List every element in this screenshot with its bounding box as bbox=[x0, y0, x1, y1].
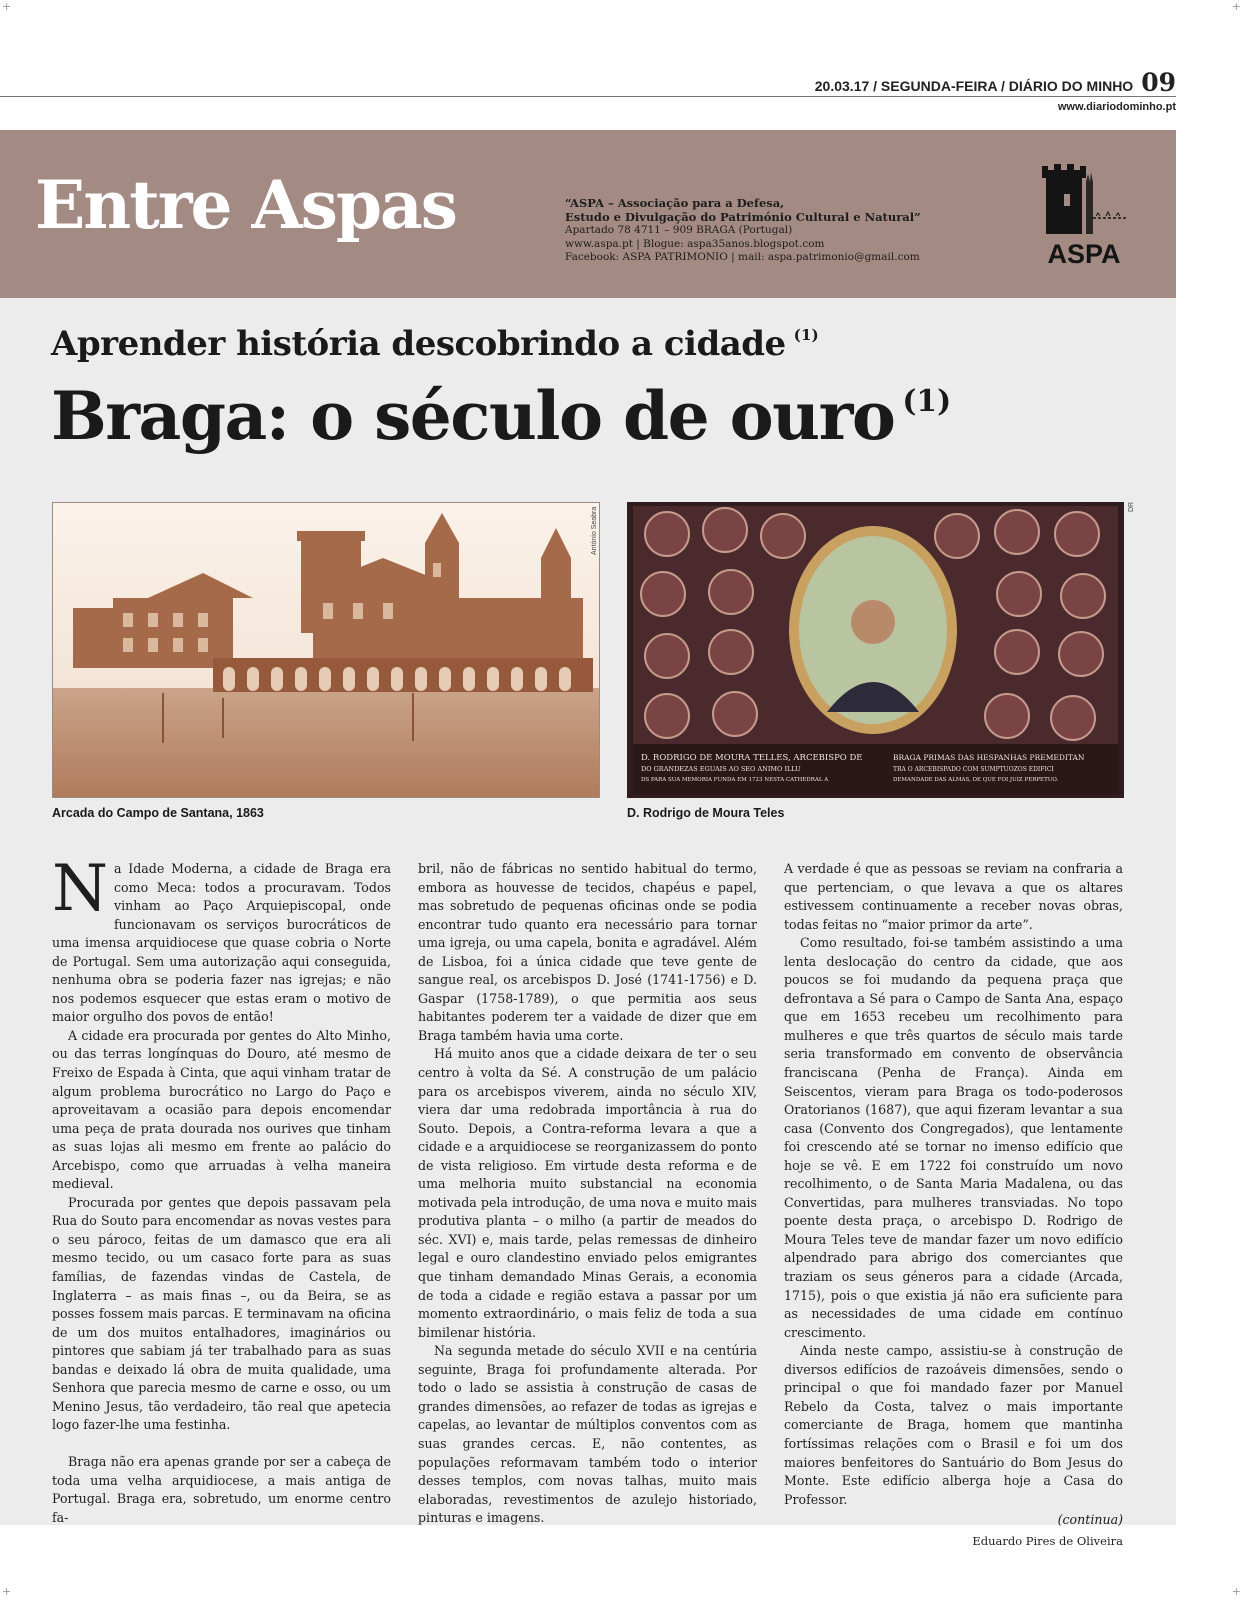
inscription-right-1: BRAGA PRIMAS DAS HESPANHAS PREMEDITAN bbox=[893, 753, 1085, 762]
article-column-2 bbox=[418, 860, 757, 1528]
org-name-line1: “ASPA – Associação para a Defesa, bbox=[565, 196, 785, 210]
continued-note: (continua) bbox=[1057, 1512, 1123, 1528]
crop-mark: + bbox=[2, 0, 12, 13]
author-byline: Eduardo Pires de Oliveira bbox=[972, 1533, 1123, 1548]
paragraph: A cidade era procurada por gentes do Alto Minho, ou das terras longínquas do Douro, até mesmo de Freixo de Espada à Cinta, que aqui vinham tratar de algum problema burocrático no Largo do Paço e aproveitavam a ocasião para depois encomendar uma peça de prata dourada nos ourives que tinham as suas lojas ali mesmo em frente ao palácio do Arcebispo, como que arruadas à velha maneira medieval. bbox=[52, 1027, 391, 1192]
org-web[interactable]: www.aspa.pt | Blogue: aspa35anos.blogspot.com bbox=[565, 237, 825, 250]
site-url[interactable]: www.diariodominho.pt bbox=[1057, 101, 1176, 113]
article-column-3 bbox=[784, 860, 1123, 1550]
org-name-line2: Estudo e Divulgação do Património Cultural e Natural” bbox=[565, 209, 921, 224]
paragraph-text: a Idade Moderna, a cidade de Braga era como Meca: todos a procuravam. Todos vinham ao Paço Arquiepiscopal, onde funcionavam os serviços burocráticos de uma imensa arquidiocese que quase cobria o Norte de Portugal. Sem uma autorização aqui conseguida, nenhuma obra se poderia fazer nas igrejas; e não nos podemos esquecer que estas eram o motivo de maior orgulho dos povos de então! bbox=[52, 861, 391, 1025]
paragraph: Procurada por gentes que depois passavam pela Rua do Souto para encomendar as novas vestes para o seu pároco, feitas de um damasco que era ali mesmo tecido, ou um casaco forte para as suas famílias, de fazendas vindas de Castela, de Inglaterra – as mais finas –, ou da Beira, se as posses fossem mais parcas. E terminavam na oficina de um dos muitos entalhadores, imaginários ou pintores que sabiam já ter trabalhado para as suas bandas e deixado lá obra de muita qualidade, uma Senhora que parecia mesmo de carne e osso, ou um Menino Jesus, tão verdadeiro, tão real que apetecia logo fazer-lhe uma festinha. bbox=[52, 1194, 391, 1433]
paragraph: Na segunda metade do século XVII e na centúria seguinte, Braga foi profundamente alterada. Por todo o lado se assistia à construção de casas de grandes dimensões, ao refazer de todas as igrejas e capelas, ao levantar de múltiplos conventos com as suas grandes cercas. E, não contentes, as populações reformavam também todo o interior desses templos, com novas talhas, muito mais elaboradas, revestimentos de azulejo historiado, pinturas e imagens. bbox=[418, 1343, 757, 1526]
paragraph bbox=[52, 852, 391, 1027]
headline-footnote-ref: (1) bbox=[902, 383, 952, 419]
kicker bbox=[51, 324, 819, 364]
crop-mark: + bbox=[2, 1585, 12, 1598]
kicker-footnote-ref: (1) bbox=[793, 326, 819, 345]
org-info bbox=[565, 197, 921, 265]
headline-text: Braga: o século de ouro bbox=[51, 377, 895, 455]
inscription-left-3: DS PARA SUA MEMORIA FUNDA EM 1723 NESTA CATHEDRAL A bbox=[641, 777, 829, 783]
paragraph: Como resultado, foi-se também assistindo a uma lenta deslocação do centro da cidade, que aos poucos se foi mudando da pequena praça que defrontava a Sé para o Campo de Santa Ana, espaço que em 1653 recebeu um recolhimento para mulheres e que três quartos de século mais tarde seria transformado em convento de observância franciscana (Penha de França). Ainda em Seiscentos, vieram para Braga os todo-poderosos Oratorianos (1687), que aqui fizeram levantar a sua casa (Convento dos Congregados), que lentamente foi crescendo até se tornar no imenso edifício que hoje se vê. E em 1722 foi construído um novo recolhimento, o de Santa Maria Madalena, ou das Convertidas, para mulheres transviadas. No topo poente desta praça, o arcebispo D. Rodrigo de Moura Teles teve de mandar fazer um novo edifício alpendrado para abrigo dos comerciantes que traziam os seus géneros para a cidade (Arcada, 1715), pois o que existia já não era suficiente para as necessidades de uma cidade em contínuo crescimento. bbox=[784, 935, 1123, 1340]
paragraph: Braga não era apenas grande por ser a cabeça de toda uma velha arquidiocese, a mais antiga de Portugal. Braga era, sobretudo, um enorme centro fa- bbox=[52, 1453, 391, 1525]
date-line: 20.03.17 / SEGUNDA-FEIRA / DIÁRIO DO MINHO bbox=[814, 78, 1134, 94]
caption-right: D. Rodrigo de Moura Teles bbox=[627, 806, 785, 820]
caption-left: Arcada do Campo de Santana, 1863 bbox=[52, 806, 264, 820]
inscription-left-1: D. RODRIGO DE MOURA TELLES, ARCEBISPO DE bbox=[641, 753, 863, 763]
logo-wordmark: ASPA bbox=[1047, 239, 1121, 269]
photo-credit: DR bbox=[1128, 501, 1135, 512]
photo-painting-rodrigo-moura-teles bbox=[627, 502, 1124, 798]
photo-credit: António Seabra bbox=[591, 506, 598, 555]
paragraph: Ainda neste campo, assistiu-se à construção de diversos edifícios de razoáveis dimensões, sendo o principal o que foi mandado fazer por Manuel Rebelo da Costa, talvez o mais importante comerciante de Braga, homem que mantinha fortíssimas relações com o Brasil e foi um dos maiores benfeitores do Santuário do Bom Jesus do Monte. Este edifício alberga hoje a Casa do Professor. bbox=[784, 1343, 1123, 1507]
org-address: Apartado 78 4711 – 909 BRAGA (Portugal) bbox=[565, 224, 793, 236]
paragraph: A verdade é que as pessoas se reviam na confraria a que pertenciam, o que levava a que os altares estivessem continuamente a receber novas obras, todas feitas no “maior primor da arte”. bbox=[784, 861, 1123, 932]
paragraph: bril, não de fábricas no sentido habitual do termo, embora as houvesse de tecidos, chapéus e papel, mas sobretudo de pequenas oficinas onde se podia encontrar tudo quanto era necessário para tornar uma igreja, ou uma capela, bonita e agradável. Além de Lisboa, foi a única cidade que teve gente de sangue real, os arcebispos D. José (1741-1756) e D. Gaspar (1758-1789), o que permitia aos seus habitantes poderem ter a vaidade de dizer que em Braga também havia uma corte. bbox=[418, 861, 757, 1043]
crop-mark: + bbox=[1231, 1585, 1241, 1598]
paragraph: Há muito anos que a cidade deixara de ter o seu centro à volta da Sé. A construção de um palácio para os arcebispos viverem, ainda no século XIV, viera dar uma redobrada importância à rua do Souto. Depois, a Contra-reforma levara a que a cidade e a arquidiocese se reorganizassem do ponto de vista religioso. Em virtude desta reforma e de uma melhoria muito substancial na economia motivada pela introdução, de uma nova e muito mais produtiva planta – o milho (a partir de meados do séc. XVI) e, mais tarde, pelas remessas de dinheiro legal e ouro clandestino enviado pelos emigrantes que tinham demandado Minas Gerais, a economia de toda a cidade e região estava a passar por um momento extraordinário, o mais feliz de toda a sua bimilenar história. bbox=[418, 1046, 757, 1340]
page-number: 09 bbox=[1141, 68, 1176, 97]
painting-illustration bbox=[627, 502, 1124, 798]
org-contacts[interactable]: Facebook: ASPA PATRIMONIO | mail: aspa.patrimonio@gmail.com bbox=[565, 251, 920, 263]
sepia-photo-illustration bbox=[53, 503, 600, 798]
kicker-text: Aprender história descobrindo a cidade bbox=[51, 324, 786, 364]
crop-mark: + bbox=[1231, 0, 1241, 13]
headline bbox=[51, 377, 952, 455]
section-banner bbox=[0, 130, 1176, 298]
inscription-right-3: DEMANDADE DAS ALMAS, DE QUE FOI JUIZ PERPETUO. bbox=[893, 777, 1059, 783]
inscription-left-2: DO GRANDEZAS EGUAIS AO SEO ANIMO ILLU bbox=[641, 765, 801, 773]
photo-arcada-campo-santana bbox=[52, 502, 600, 798]
folio bbox=[815, 68, 1176, 97]
aspa-logo bbox=[1034, 156, 1134, 268]
dropcap: N bbox=[52, 852, 108, 926]
article-column-1 bbox=[52, 852, 391, 1527]
section-title: Entre Aspas bbox=[35, 166, 456, 244]
tower-icon bbox=[1034, 156, 1134, 238]
inscription-right-2: TRA O ARCEBISPADO COM SUMPTUOZOS EDIFICI bbox=[893, 766, 1054, 773]
